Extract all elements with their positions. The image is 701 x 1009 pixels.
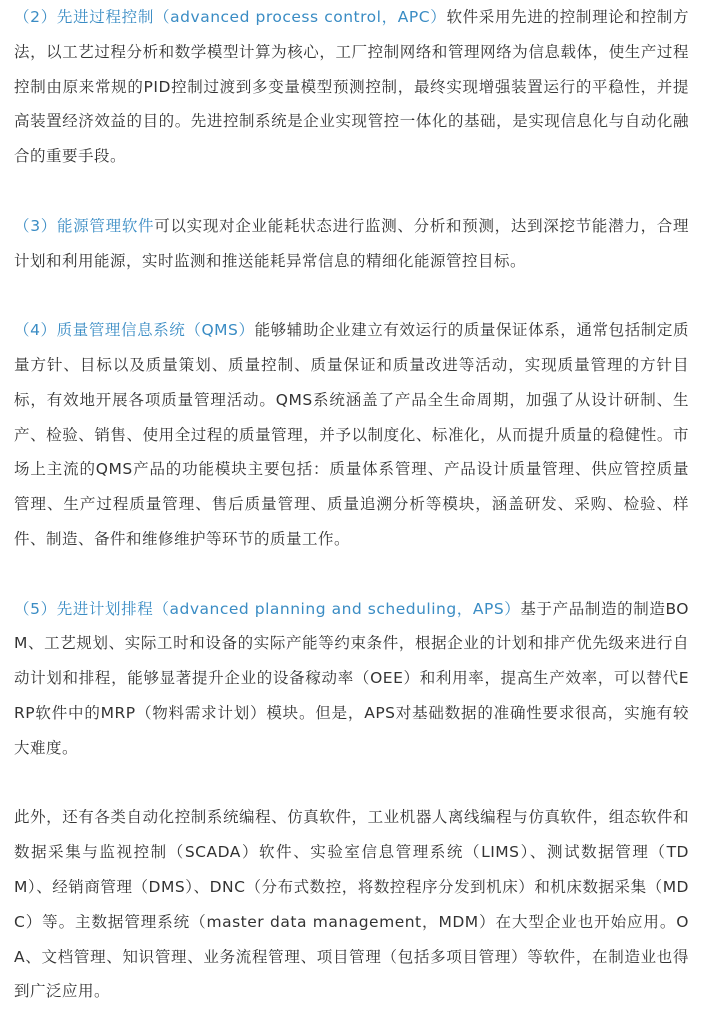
paragraph-heading-apc: （2）先进过程控制（advanced process control，APC）	[14, 8, 447, 26]
paragraph-text-aps: 基于产品制造的制造BOM、工艺规划、实际工时和设备的实际产能等约束条件，根据企业的计划和排产优先级来进行自动计划和排程，能够显著提升企业的设备稼动率（OEE）和利用率，提高生产效率，可以替代ERP软件中的MRP（物料需求计划）模块。但是，APS对基础数据的准确性要求很高，实施有较大难度。	[14, 599, 690, 757]
paragraph-other-software	[14, 800, 689, 1009]
paragraph-energy-management	[14, 209, 689, 279]
paragraph-heading-qms: （4）质量管理信息系统（QMS）	[14, 321, 255, 340]
paragraph-apc	[14, 0, 689, 174]
paragraph-qms	[14, 313, 689, 557]
paragraph-aps	[14, 592, 689, 766]
paragraph-text-energy-management: 可以实现对企业能耗状态进行监测、分析和预测，达到深挖节能潜力，合理计划和利用能源，实时监测和推送能耗异常信息的精细化能源管控目标。	[14, 216, 689, 270]
paragraph-heading-energy-management: （3）能源管理软件	[14, 216, 155, 235]
paragraph-heading-aps: （5）先进计划排程（advanced planning and scheduling，APS）	[14, 599, 521, 618]
paragraph-text-other-software: 此外，还有各类自动化控制系统编程、仿真软件，工业机器人离线编程与仿真软件，组态软件和数据采集与监视控制（SCADA）软件、实验室信息管理系统（LIMS）、测试数据管理（TDM）、经销商管理（DMS）、DNC（分布式数控，将数控程序分发到机床）和机床数据采集（MDC）等。主数据管理系统（master data management，MDM）在大型企业也开始应用。OA、文档管理、知识管理、业务流程管理、项目管理（包括多项目管理）等软件，在制造业也得到广泛应用。	[14, 808, 689, 1001]
paragraph-text-apc: 软件采用先进的控制理论和控制方法，以工艺过程分析和数学模型计算为核心，工厂控制网络和管理网络为信息载体，使生产过程控制由原来常规的PID控制过渡到多变量模型预测控制，最终实现增强装置运行的平稳性，并提高装置经济效益的目的。先进控制系统是企业实现管控一体化的基础，是实现信息化与自动化融合的重要手段。	[14, 8, 689, 166]
paragraph-text-qms: 能够辅助企业建立有效运行的质量保证体系，通常包括制定质量方针、目标以及质量策划、质量控制、质量保证和质量改进等活动，实现质量管理的方针目标，有效地开展各项质量管理活动。QMS系统涵盖了产品全生命周期，加强了从设计研制、生产、检验、销售、使用全过程的质量管理，并予以制度化、标准化，从而提升质量的稳健性。市场上主流的QMS产品的功能模块主要包括：质量体系管理、产品设计质量管理、供应管控质量管理、生产过程质量管理、售后质量管理、质量追溯分析等模块，涵盖研发、采购、检验、样件、制造、备件和维修维护等环节的质量工作。	[14, 321, 689, 548]
